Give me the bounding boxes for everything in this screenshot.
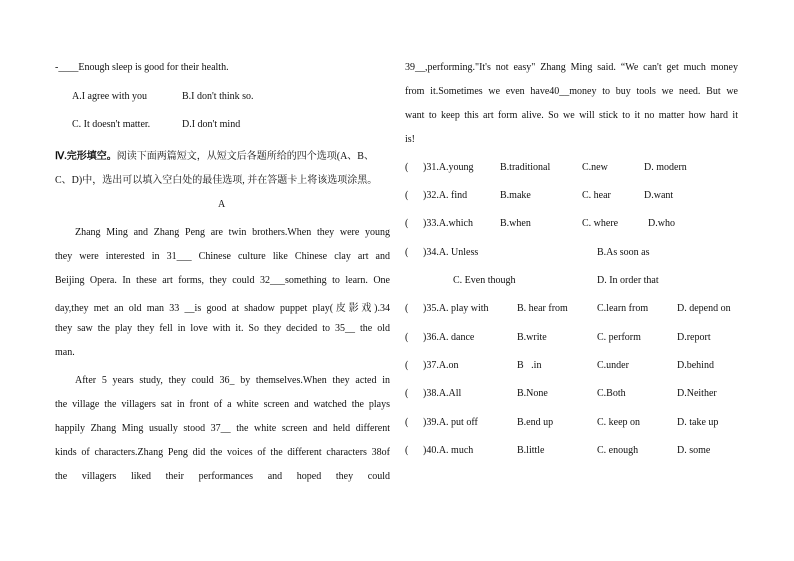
passage-line: After 5 years study, they could 36_ by themselves.When they acted in [75,375,390,386]
question-40-option-d: D. some [677,445,711,456]
question-33-option-a: )33.A.which [423,218,473,229]
question-33-option-b: B.when [500,218,531,229]
question-39-option-c: C. keep on [597,417,641,428]
question-32-option-b: B.make [500,190,531,201]
question-35-option-c: C.learn from [597,303,649,314]
question-37-option-a: )37.A.on [423,360,459,371]
answer-paren: ( [405,247,409,258]
question-38-option-c: C.Both [597,388,626,399]
question-35-option-b: B. hear from [517,303,568,314]
question-32-option-d: D.want [644,190,674,201]
question-38-option-a: )38.A.All [423,388,462,399]
dialog-question: -____Enough sleep is good for their health. [55,62,229,73]
question-37-option-b: B .in [517,360,542,371]
answer-paren: ( [405,332,409,343]
question-31-option-c: C.new [582,162,608,173]
question-39-option-d: D. take up [677,417,719,428]
passage-line: from it.Sometimes we even have40__money to buy tools we need. But we [405,86,738,97]
passage-label: A [218,199,226,210]
passage-line: is! [405,134,415,145]
dialog-option-c: C. It doesn't matter. [72,119,151,130]
answer-paren: ( [405,417,409,428]
question-34-option-c: C. Even though [453,275,516,286]
passage-line: kinds of characters.Zhang Peng did the voices of the different characters 38of [55,447,390,458]
passage-line: the village the villagers sat in front of a white screen and watched the plays [55,399,390,410]
passage-line: want to keep this art form alive. So we will stick to it no matter how hard it [405,110,738,121]
question-34-option-b: B.As soon as [597,247,650,258]
dialog-option-a: A.I agree with you [72,91,147,102]
question-31-option-b: B.traditional [500,162,551,173]
question-37-option-c: C.under [597,360,629,371]
question-31-option-a: )31.A.young [423,162,474,173]
question-38-option-b: B.None [517,388,548,399]
question-39-option-a: )39.A. put off [423,417,478,428]
dialog-option-d: D.I don't mind [182,119,241,130]
question-36-option-a: )36.A. dance [423,332,475,343]
question-32-option-c: C. hear [582,190,611,201]
question-31-option-d: D. modern [644,162,687,173]
passage-line: they saw the play they fell in love with it. So they decided to 35__ the old [55,323,390,334]
answer-paren: ( [405,303,409,314]
question-39-option-b: B.end up [517,417,554,428]
question-40-option-b: B.little [517,445,545,456]
passage-line: happily Zhang Ming usually stood 37__ the white screen and held different [55,423,390,434]
passage-line: they were interested in 31___ Chinese culture like Chinese clay art and [55,251,390,262]
answer-paren: ( [405,360,409,371]
question-32-option-a: )32.A. find [423,190,468,201]
answer-paren: ( [405,190,409,201]
dialog-option-b: B.I don't think so. [182,91,254,102]
passage-line: Beijing Opera. In these art forms, they could 32___something to learn. One [55,275,390,286]
answer-paren: ( [405,162,409,173]
passage-line: Zhang Ming and Zhang Peng are twin brothers.When they were young [75,227,390,238]
question-34-option-d: D. In order that [597,275,659,286]
answer-paren: ( [405,218,409,229]
question-37-option-d: D.behind [677,360,714,371]
section-instruction-line-2: C、D)中，选出可以填入空白处的最佳选项, 并在答题卡上将该选项涂黑。 [55,175,378,186]
question-40-option-c: C. enough [597,445,639,456]
passage-line: 39__,performing."It's not easy" Zhang Ming said. “We can't get much money [405,62,738,73]
section-heading: Ⅳ.完形填空。 [55,151,117,162]
question-35-option-d: D. depend on [677,303,731,314]
section-instruction-line-1: 阅读下面两篇短文，从短文后各题所给的四个选项(A、B、 [116,151,374,162]
question-36-option-b: B.write [517,332,547,343]
section-instruction [55,147,374,162]
question-33-option-c: C. where [582,218,619,229]
question-33-option-d: D.who [648,218,675,229]
answer-paren: ( [405,445,409,456]
passage-line: day,they met an old man 33 __is good at shadow puppet play(皮影戏).34 [55,303,390,314]
passage-line: the villagers liked their performances and hoped they could [55,471,390,482]
answer-paren: ( [405,388,409,399]
question-36-option-c: C. perform [597,332,641,343]
passage-line: man. [55,347,75,358]
question-35-option-a: )35.A. play with [423,303,489,314]
question-34-option-a: )34.A. Unless [423,247,479,258]
question-36-option-d: D.report [677,332,711,343]
question-40-option-a: )40.A. much [423,445,474,456]
question-38-option-d: D.Neither [677,388,717,399]
